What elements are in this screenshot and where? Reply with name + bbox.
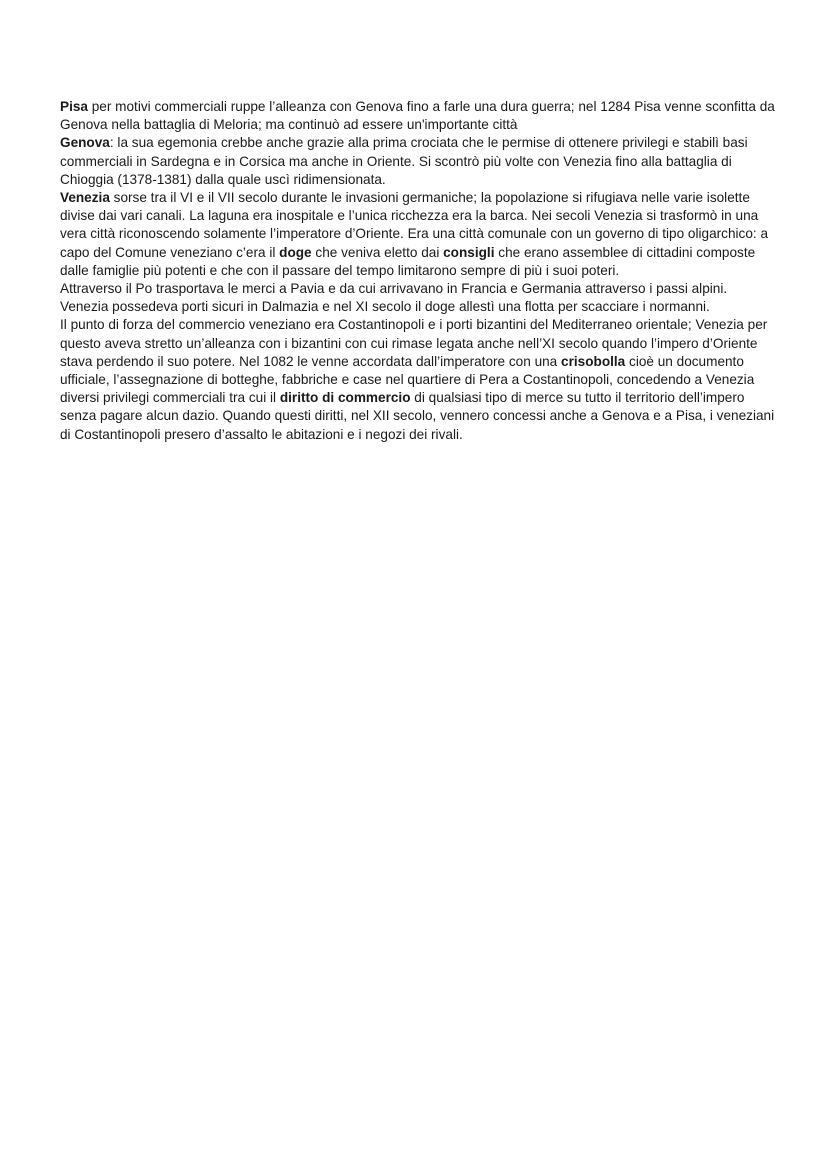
- text-run: Attraverso il Po trasportava le merci a Pavia e da cui arrivavano in Francia e Germania attraverso i passi alpini.: [60, 281, 728, 297]
- paragraph-pisa: [60, 98, 782, 134]
- text-run: Venezia possedeva porti sicuri in Dalmazia e nel XI secolo il doge allestì una flotta per scacciare i normanni.: [60, 299, 710, 315]
- text-run: di qualsiasi tipo di merce su tutto il territorio dell’impero senza pagare alcun dazio. Quando questi diritti, nel XII secolo, vennero concessi anche a Genova e a Pisa, i veneziani di Costantinopoli presero d’assalto le abitazioni e i negozi dei rivali.: [60, 390, 775, 442]
- text-run: Il punto di forza del commercio veneziano era Costantinopoli e i porti bizantini del Mediterraneo orientale; Venezia per questo aveva stretto un’alleanza con i bizantini con cui rimase legata anche nell’XI secolo quando l’impero d’Oriente stava perdendo il suo potere. Nel 1082 le venne accordata dall’imperatore con una: [60, 317, 768, 369]
- document-body: [60, 98, 782, 444]
- paragraph-venezia: [60, 189, 782, 280]
- paragraph-costantinopoli: [60, 316, 782, 443]
- bold-term: doge: [279, 244, 312, 260]
- text-run: cioè un documento ufficiale, l’assegnazione di botteghe, fabbriche e case nel quartiere di Pera a Costantinopoli, concedendo a Venezia diversi privilegi commerciali tra cui il: [60, 353, 755, 406]
- bold-term: Venezia: [60, 190, 110, 206]
- text-run: che erano assemblee di cittadini composte dalle famiglie più potenti e che con il passare del tempo limitarono sempre di più i suoi poteri.: [60, 244, 756, 278]
- text-run: sorse tra il VI e il VII secolo durante le invasioni germaniche; la popolazione si rifugiava nelle varie isolette divise dai vari canali. La laguna era inospitale e l’unica ricchezza era la barca. Nei secoli Venezia si trasformò in una vera città riconoscendo solamente l’imperatore d’Oriente. Era una città comunale con un governo di tipo oligarchico: a capo del Comune veneziano c’era il: [60, 190, 769, 260]
- text-run: per motivi commerciali ruppe l’alleanza con Genova fino a farle una dura guerra; nel 1284 Pisa venne sconfitta da Genova nella battaglia di Meloria; ma continuò ad essere un'importante città: [60, 99, 775, 133]
- bold-term: Pisa: [60, 99, 88, 114]
- text-run: che veniva eletto dai: [311, 244, 444, 260]
- paragraph-dalmazia: [60, 298, 782, 316]
- bold-term: Genova: [60, 135, 110, 151]
- bold-term: consigli: [443, 244, 495, 260]
- paragraph-genova: [60, 134, 782, 189]
- paragraph-po: [60, 280, 782, 298]
- text-run: : la sua egemonia crebbe anche grazie alla prima crociata che le permise di ottenere privilegi e stabilì basi commerciali in Sardegna e in Corsica ma anche in Oriente. Si scontrò più volte con Venezia fino alla battaglia di Chioggia (1378-1381) dalla quale uscì ridimensionata.: [60, 135, 748, 187]
- bold-term: crisobolla: [561, 353, 626, 369]
- bold-term: diritto di commercio: [279, 390, 411, 406]
